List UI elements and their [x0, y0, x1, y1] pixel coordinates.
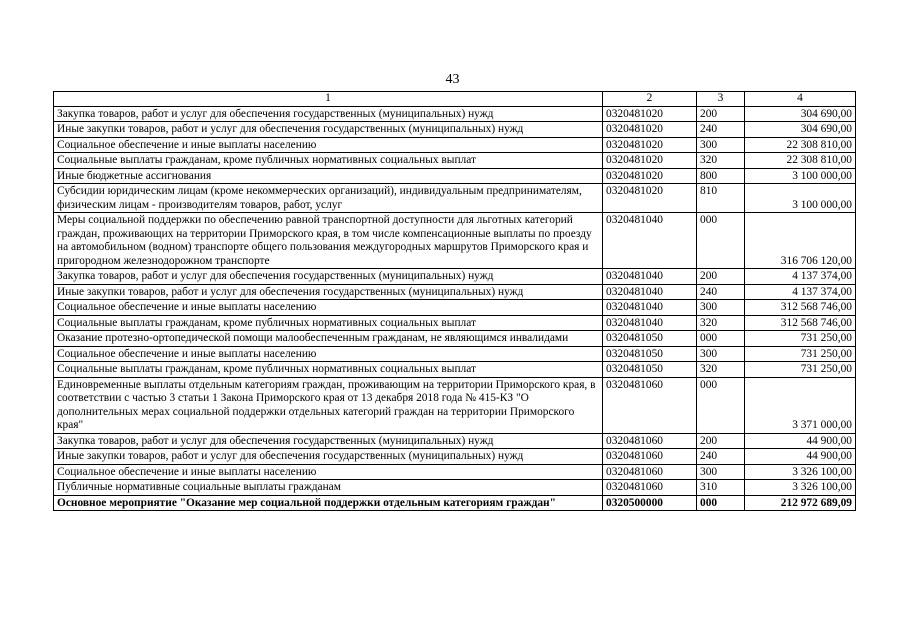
cell-name: Меры социальной поддержки по обеспечению равной транспортной доступности для льготных категорий граждан, проживающих на территории Приморского края, в том числе компенсационные выплаты по проезду на автомобильном (водном) транспорте общего пользования междугородных маршрутов Приморского края и пригородном железнодорожном транспорте	[54, 213, 603, 269]
cell-amount: 3 326 100,00	[745, 480, 856, 496]
cell-name: Социальные выплаты гражданам, кроме публичных нормативных социальных выплат	[54, 315, 603, 331]
cell-name: Субсидии юридическим лицам (кроме некоммерческих организаций), индивидуальным предпринимателям, физическим лицам - производителям товаров, работ, услуг	[54, 184, 603, 213]
table-row	[54, 346, 856, 362]
cell-type: 800	[697, 168, 745, 184]
cell-code: 0320481050	[603, 331, 697, 347]
cell-name: Закупка товаров, работ и услуг для обеспечения государственных (муниципальных) нужд	[54, 106, 603, 122]
cell-code: 0320481060	[603, 464, 697, 480]
cell-code: 0320481040	[603, 300, 697, 316]
table-row	[54, 362, 856, 378]
cell-amount: 312 568 746,00	[745, 300, 856, 316]
cell-code: 0320481040	[603, 213, 697, 269]
cell-name: Социальные выплаты гражданам, кроме публичных нормативных социальных выплат	[54, 362, 603, 378]
cell-code: 0320481060	[603, 433, 697, 449]
table-row	[54, 495, 856, 511]
cell-amount: 4 137 374,00	[745, 284, 856, 300]
cell-type: 240	[697, 284, 745, 300]
cell-type: 000	[697, 213, 745, 269]
cell-amount: 304 690,00	[745, 122, 856, 138]
cell-type: 320	[697, 315, 745, 331]
cell-type: 300	[697, 346, 745, 362]
cell-amount: 312 568 746,00	[745, 315, 856, 331]
table-row	[54, 377, 856, 433]
table-row	[54, 122, 856, 138]
table-row	[54, 464, 856, 480]
cell-type: 320	[697, 362, 745, 378]
cell-code: 0320481020	[603, 137, 697, 153]
cell-code: 0320500000	[603, 495, 697, 511]
header-cell-code: 2	[603, 92, 697, 107]
cell-name: Социальное обеспечение и иные выплаты населению	[54, 464, 603, 480]
cell-code: 0320481060	[603, 480, 697, 496]
cell-amount: 4 137 374,00	[745, 269, 856, 285]
cell-type: 310	[697, 480, 745, 496]
cell-name: Закупка товаров, работ и услуг для обеспечения государственных (муниципальных) нужд	[54, 269, 603, 285]
cell-code: 0320481020	[603, 106, 697, 122]
cell-amount: 212 972 689,09	[745, 495, 856, 511]
cell-name: Иные закупки товаров, работ и услуг для обеспечения государственных (муниципальных) нужд	[54, 122, 603, 138]
cell-name: Иные закупки товаров, работ и услуг для обеспечения государственных (муниципальных) нужд	[54, 449, 603, 465]
table-row	[54, 449, 856, 465]
cell-code: 0320481040	[603, 284, 697, 300]
cell-amount: 731 250,00	[745, 362, 856, 378]
cell-type: 300	[697, 137, 745, 153]
table-row	[54, 213, 856, 269]
cell-amount: 44 900,00	[745, 433, 856, 449]
cell-amount: 22 308 810,00	[745, 137, 856, 153]
cell-type: 320	[697, 153, 745, 169]
table-row	[54, 137, 856, 153]
cell-type: 000	[697, 495, 745, 511]
cell-amount: 3 100 000,00	[745, 168, 856, 184]
table-row	[54, 184, 856, 213]
header-row	[54, 92, 856, 107]
cell-code: 0320481060	[603, 449, 697, 465]
cell-code: 0320481060	[603, 377, 697, 433]
cell-type: 000	[697, 377, 745, 433]
table-row	[54, 269, 856, 285]
cell-type: 240	[697, 449, 745, 465]
cell-name: Социальное обеспечение и иные выплаты населению	[54, 300, 603, 316]
cell-code: 0320481050	[603, 346, 697, 362]
cell-name: Иные бюджетные ассигнования	[54, 168, 603, 184]
cell-code: 0320481040	[603, 269, 697, 285]
table-row	[54, 284, 856, 300]
budget-table	[53, 91, 856, 511]
page-number: 43	[445, 72, 460, 87]
cell-code: 0320481020	[603, 168, 697, 184]
table-row	[54, 315, 856, 331]
table-row	[54, 106, 856, 122]
table-row	[54, 300, 856, 316]
table-row	[54, 168, 856, 184]
cell-code: 0320481020	[603, 184, 697, 213]
header-cell-amount: 4	[745, 92, 856, 107]
table-row	[54, 433, 856, 449]
cell-amount: 3 100 000,00	[745, 184, 856, 213]
cell-type: 810	[697, 184, 745, 213]
cell-amount: 3 371 000,00	[745, 377, 856, 433]
cell-name: Публичные нормативные социальные выплаты гражданам	[54, 480, 603, 496]
cell-amount: 316 706 120,00	[745, 213, 856, 269]
cell-amount: 3 326 100,00	[745, 464, 856, 480]
cell-name: Иные закупки товаров, работ и услуг для обеспечения государственных (муниципальных) нужд	[54, 284, 603, 300]
cell-type: 240	[697, 122, 745, 138]
cell-type: 200	[697, 269, 745, 285]
cell-amount: 44 900,00	[745, 449, 856, 465]
cell-type: 200	[697, 106, 745, 122]
header-cell-type: 3	[697, 92, 745, 107]
cell-name: Закупка товаров, работ и услуг для обеспечения государственных (муниципальных) нужд	[54, 433, 603, 449]
cell-type: 200	[697, 433, 745, 449]
cell-name: Основное мероприятие "Оказание мер социальной поддержки отдельным категориям граждан"	[54, 495, 603, 511]
cell-amount: 731 250,00	[745, 331, 856, 347]
cell-amount: 731 250,00	[745, 346, 856, 362]
cell-amount: 22 308 810,00	[745, 153, 856, 169]
cell-type: 300	[697, 300, 745, 316]
cell-amount: 304 690,00	[745, 106, 856, 122]
cell-code: 0320481050	[603, 362, 697, 378]
cell-code: 0320481040	[603, 315, 697, 331]
header-cell-name: 1	[54, 92, 603, 107]
table-row	[54, 153, 856, 169]
cell-name: Социальное обеспечение и иные выплаты населению	[54, 137, 603, 153]
cell-name: Оказание протезно-ортопедической помощи малообеспеченным гражданам, не являющимся инвалидами	[54, 331, 603, 347]
cell-type: 000	[697, 331, 745, 347]
cell-type: 300	[697, 464, 745, 480]
cell-code: 0320481020	[603, 153, 697, 169]
cell-name: Социальные выплаты гражданам, кроме публичных нормативных социальных выплат	[54, 153, 603, 169]
cell-code: 0320481020	[603, 122, 697, 138]
cell-name: Единовременные выплаты отдельным категориям граждан, проживающим на территории Приморского края, в соответствии с частью 3 статьи 1 Закона Приморского края от 13 декабря 2018 года № 415-КЗ "О дополнительных мерах социальной поддержки отдельных категорий граждан на территории Приморского края"	[54, 377, 603, 433]
cell-name: Социальное обеспечение и иные выплаты населению	[54, 346, 603, 362]
table-row	[54, 331, 856, 347]
table-row	[54, 480, 856, 496]
